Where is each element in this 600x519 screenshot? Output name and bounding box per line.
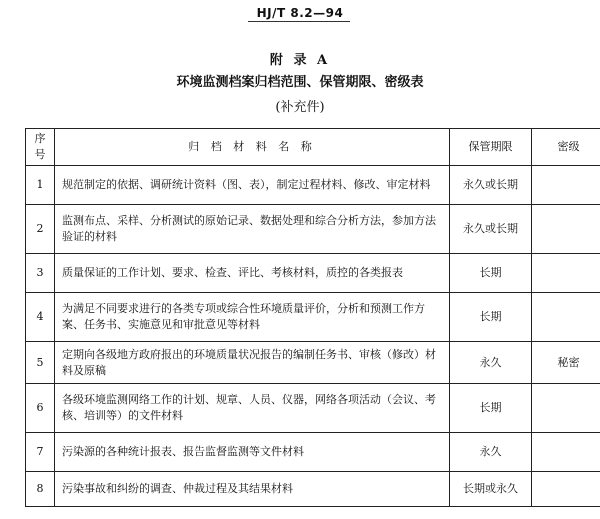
material-cell: 规范制定的依据、调研统计资料（图、表），制定过程材料、修改、审定材料 xyxy=(55,166,450,205)
period-cell: 永久或长期 xyxy=(450,166,532,205)
classification-cell: 秘密 xyxy=(532,342,600,384)
table-row xyxy=(26,254,600,293)
period-cell: 永久或长期 xyxy=(450,205,532,254)
material-cell: 定期向各级地方政府报出的环境质量状况报告的编制任务书、审核（修改）材料及原稿 xyxy=(55,342,450,384)
document-subtitle: (补充件) xyxy=(275,100,325,115)
period-cell: 长期 xyxy=(450,254,532,293)
period-cell: 长期 xyxy=(450,384,532,433)
archive-table xyxy=(25,128,600,507)
table-row xyxy=(26,384,600,433)
table-row xyxy=(26,472,600,507)
row-number: 8 xyxy=(26,472,55,507)
classification-cell xyxy=(532,384,600,433)
classification-cell xyxy=(532,254,600,293)
classification-cell xyxy=(532,472,600,507)
row-number: 5 xyxy=(26,342,55,384)
row-number: 2 xyxy=(26,205,55,254)
row-number: 4 xyxy=(26,293,55,342)
material-cell: 为满足不同要求进行的各类专项或综合性环境质量评价，分析和预测工作方案、任务书、实施意见和审批意见等材料 xyxy=(55,293,450,342)
period-cell: 长期或永久 xyxy=(450,472,532,507)
material-cell: 监测布点、采样、分析测试的原始记录、数据处理和综合分析方法，参加方法验证的材料 xyxy=(55,205,450,254)
row-number: 1 xyxy=(26,166,55,205)
column-header-classification: 密级 xyxy=(532,129,600,166)
document-title: 环境监测档案归档范围、保管期限、密级表 xyxy=(176,75,424,90)
classification-cell xyxy=(532,293,600,342)
row-number: 7 xyxy=(26,433,55,472)
table-header-row xyxy=(26,129,600,166)
period-cell: 永久 xyxy=(450,433,532,472)
table-row xyxy=(26,293,600,342)
column-header-no: 序号 xyxy=(26,129,55,166)
period-cell: 永久 xyxy=(450,342,532,384)
material-cell: 污染源的各种统计报表、报告监督监测等文件材料 xyxy=(55,433,450,472)
row-number: 3 xyxy=(26,254,55,293)
appendix-label: 附 录 A xyxy=(269,53,331,68)
material-cell: 污染事故和纠纷的调查、仲裁过程及其结果材料 xyxy=(55,472,450,507)
period-cell: 长期 xyxy=(450,293,532,342)
table-row xyxy=(26,166,600,205)
table-row xyxy=(26,205,600,254)
material-cell: 质量保证的工作计划、要求、检查、评比、考核材料，质控的各类报表 xyxy=(55,254,450,293)
column-header-material: 归 档 材 料 名 称 xyxy=(55,129,450,166)
material-cell: 各级环境监测网络工作的计划、规章、人员、仪器，网络各项活动（会议、考核、培训等）的文件材料 xyxy=(55,384,450,433)
row-number: 6 xyxy=(26,384,55,433)
classification-cell xyxy=(532,166,600,205)
classification-cell xyxy=(532,205,600,254)
header-rule xyxy=(248,21,350,22)
table-row xyxy=(26,433,600,472)
table-row xyxy=(26,342,600,384)
standard-code: HJ/T 8.2—94 xyxy=(256,6,344,20)
column-header-period: 保管期限 xyxy=(450,129,532,166)
classification-cell xyxy=(532,433,600,472)
